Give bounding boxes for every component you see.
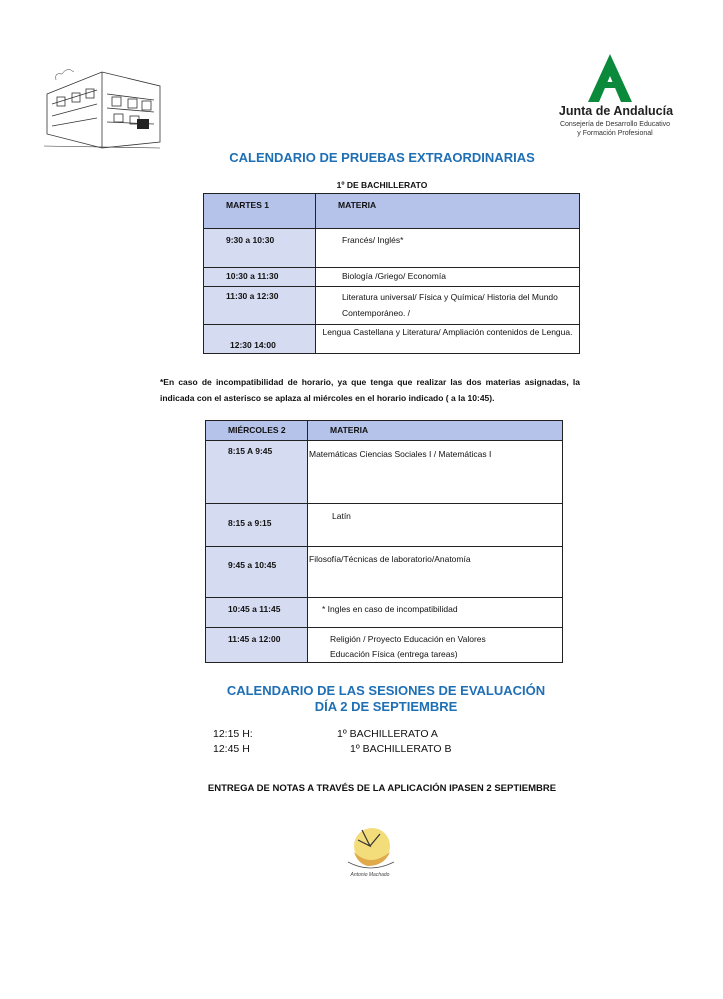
time-cell: 8:15 a 9:15 — [206, 504, 308, 547]
table-row — [206, 504, 563, 547]
subject-cell — [308, 628, 563, 663]
session-time: 12:15 H: — [213, 728, 253, 740]
subject-cell: Biología /Griego/ Economía — [316, 268, 580, 287]
subject-cell: Literatura universal/ Física y Química/ Historia del Mundo Contemporáneo. / — [316, 287, 580, 325]
table-row — [206, 441, 563, 504]
time-cell: 10:30 a 11:30 — [204, 268, 316, 287]
subject-cell: Lengua Castellana y Literatura/ Ampliación contenidos de Lengua. — [316, 325, 580, 354]
day-header: MIÉRCOLES 2 — [206, 421, 308, 441]
day-header: MARTES 1 — [204, 194, 316, 229]
table-row — [204, 229, 580, 268]
table-row — [206, 547, 563, 598]
table-row — [206, 598, 563, 628]
time-cell: 10:45 a 11:45 — [206, 598, 308, 628]
subject-line: Educación Física (entrega tareas) — [330, 649, 458, 659]
subject-cell: Francés/ Inglés* — [316, 229, 580, 268]
org-department-line2: y Formación Profesional — [577, 130, 653, 137]
session-time: 12:45 H — [213, 743, 250, 755]
session-group: 1º BACHILLERATO B — [350, 743, 452, 755]
subject-header: MATERIA — [316, 194, 580, 229]
table-row — [206, 628, 563, 663]
incompatibility-note: *En caso de incompatibilidad de horario, ya que tenga que realizar las dos materias asignadas, la indicada con el asterisco se aplaza al miércoles en el horario indicado ( a la 10:45). — [160, 377, 580, 403]
subject-header: MATERIA — [308, 421, 563, 441]
table-row — [204, 287, 580, 325]
org-department-line1: Consejería de Desarrollo Educativo — [559, 121, 671, 128]
time-cell: 9:45 a 10:45 — [206, 547, 308, 598]
time-cell: 9:30 a 10:30 — [204, 229, 316, 268]
org-name: Junta de Andalucía — [558, 104, 674, 118]
time-cell: 11:45 a 12:00 — [206, 628, 308, 663]
evaluation-date: DÍA 2 DE SEPTIEMBRE — [314, 699, 458, 714]
junta-andalucia-logo-icon — [582, 52, 638, 104]
subject-cell: Matemáticas Ciencias Sociales I / Matemáticas I — [308, 441, 563, 504]
school-logo-caption: Antonio Machado — [350, 872, 390, 878]
subject-cell: Latín — [308, 504, 563, 547]
time-cell: 8:15 A 9:45 — [206, 441, 308, 504]
session-group: 1º BACHILLERATO A — [337, 728, 438, 740]
subject-cell: Filosofía/Técnicas de laboratorio/Anatomía — [308, 547, 563, 598]
schedule-table-tuesday — [203, 193, 580, 354]
table-row — [204, 325, 580, 354]
subject-line: Religión / Proyecto Educación en Valores — [330, 634, 486, 644]
grades-delivery-note: ENTREGA DE NOTAS A TRAVÉS DE LA APLICACIÓN IPASEN 2 SEPTIEMBRE — [207, 783, 557, 794]
schedule-table-wednesday — [205, 420, 563, 663]
table-row — [204, 268, 580, 287]
page-title: CALENDARIO DE PRUEBAS EXTRAORDINARIAS — [229, 150, 535, 165]
subject-cell: * Ingles en caso de incompatibilidad — [308, 598, 563, 628]
time-cell: 12:30 14:00 — [204, 325, 316, 354]
evaluation-title: CALENDARIO DE LAS SESIONES DE EVALUACIÓN — [226, 683, 546, 698]
course-label: 1º DE BACHILLERATO — [336, 180, 428, 190]
building-sketch-image — [42, 64, 162, 150]
time-cell: 11:30 a 12:30 — [204, 287, 316, 325]
